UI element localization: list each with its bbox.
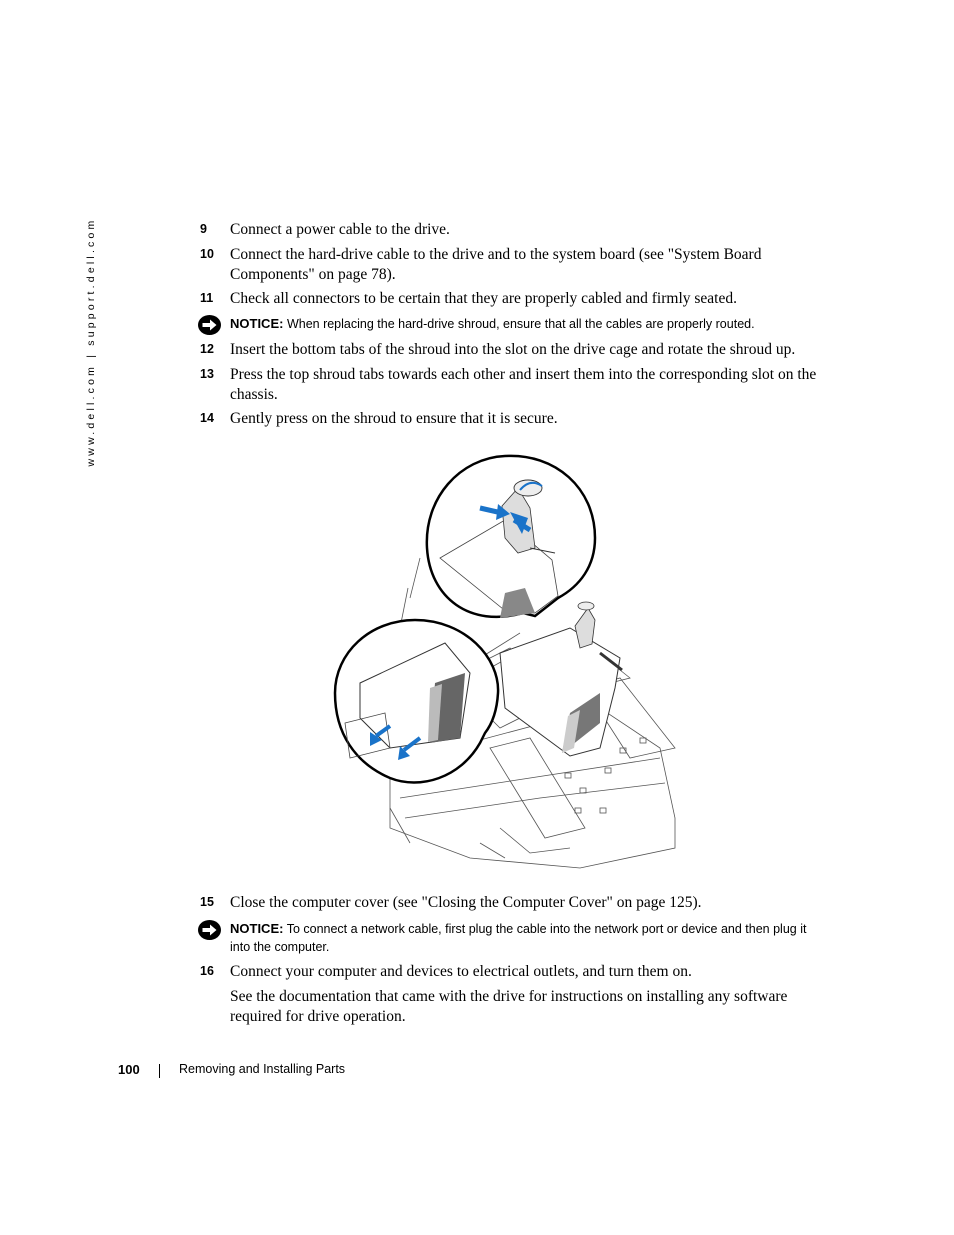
step-number: 16: [200, 964, 214, 978]
step-13: [200, 365, 820, 404]
notice-text: When replacing the hard-drive shroud, ensure that all the cables are properly routed.: [286, 317, 755, 331]
step-14: [200, 409, 820, 429]
step-text: Connect a power cable to the drive.: [230, 221, 450, 238]
step-number: 14: [200, 411, 214, 425]
notice-1: [198, 315, 818, 333]
step-number: 9: [200, 222, 207, 236]
step-11: [200, 289, 820, 309]
step-text: Connect the hard-drive cable to the drive and to the system board (see "System Board Components" on page 78).: [230, 246, 762, 283]
step-15: [200, 893, 820, 913]
step-12: [200, 340, 820, 360]
step-number: 10: [200, 247, 214, 261]
step-number: 13: [200, 367, 214, 381]
step-text: Check all connectors to be certain that they are properly cabled and firmly seated.: [230, 290, 737, 307]
notice-label: NOTICE:: [230, 316, 284, 331]
step-9: [200, 220, 820, 240]
notice-2: [198, 920, 818, 956]
shroud-installation-illustration: [330, 448, 690, 878]
side-url: [84, 217, 98, 467]
step-number: 11: [200, 291, 214, 305]
notice-label: NOTICE:: [230, 921, 284, 936]
step-text: Close the computer cover (see "Closing the Computer Cover" on page 125).: [230, 894, 702, 911]
step-number: 15: [200, 895, 214, 909]
footer-section-title: Removing and Installing Parts: [179, 1062, 346, 1076]
notice-text-block: [230, 315, 818, 333]
step-10: [200, 245, 820, 284]
step-text: Connect your computer and devices to electrical outlets, and turn them on.: [230, 963, 692, 980]
step-text: Gently press on the shroud to ensure that it is secure.: [230, 410, 558, 427]
notice-arrow-icon: [198, 315, 221, 335]
closing-paragraph: See the documentation that came with the drive for instructions on installing any software required for drive operation.: [230, 988, 788, 1025]
notice-text-block: [230, 920, 818, 956]
footer-divider: [159, 1064, 160, 1078]
step-text: Press the top shroud tabs towards each other and insert them into the corresponding slot on the chassis.: [230, 366, 817, 403]
step-16: [200, 962, 820, 982]
notice-text: To connect a network cable, first plug the cable into the network port or device and then plug it into the computer.: [230, 922, 807, 954]
step-text: Insert the bottom tabs of the shroud into the slot on the drive cage and rotate the shroud up.: [230, 341, 796, 358]
side-url-text: www.dell.com | support.dell.com: [85, 217, 97, 467]
notice-arrow-icon: [198, 920, 221, 940]
page-number: 100: [118, 1062, 140, 1077]
step-number: 12: [200, 342, 214, 356]
